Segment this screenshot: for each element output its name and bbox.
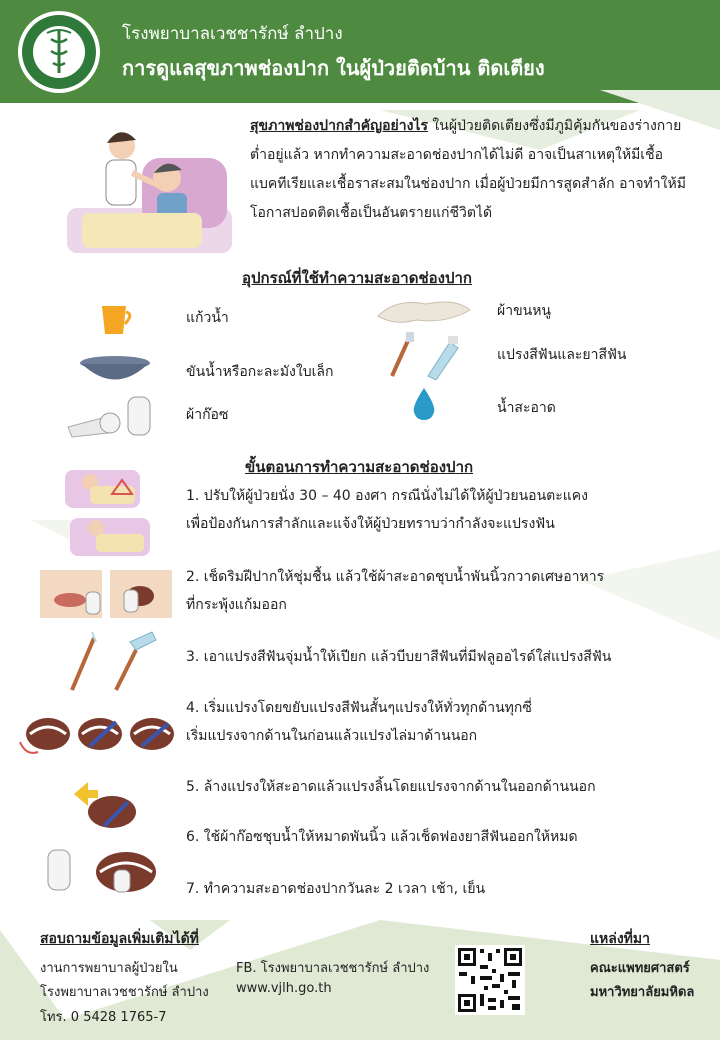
step-item [186,482,686,538]
ministry-logo [15,9,103,95]
equipment-label: แก้วน้ำ [186,310,229,326]
contact-title: สอบถามข้อมูลเพิ่มเติมได้ที่ [40,931,199,947]
equipment-label: ผ้าก๊อซ [186,407,229,423]
step-item [186,563,686,619]
source-faculty: คณะแพทยศาสตร์ [590,961,690,976]
equipment-label: ขันน้ำหรือกะละมังใบเล็ก [186,364,334,380]
contact-department: งานการพยาบาลผู้ป่วยใน [40,961,178,976]
step-text: 2. เช็ดริมฝีปากให้ชุ่มชื้น แล้วใช้ผ้าสะอาดชุบน้ำพันนิ้วกวาดเศษอาหาร [186,569,605,585]
step-text: 7. ทำความสะอาดช่องปากวันละ 2 เวลา เช้า, เย็น [186,881,486,897]
cup-icon [98,302,134,336]
step-item [186,643,686,671]
contact-phone: โทร. 0 5428 1765-7 [40,1010,167,1025]
equipment-title: อุปกรณ์ที่ใช้ทำความสะอาดช่องปาก [242,269,472,287]
water-drop-icon [410,386,438,422]
step3-illustration [64,628,160,694]
facebook-page: FB. โรงพยาบาลเวชชารักษ์ ลำปาง [236,961,430,976]
header-bar [0,0,720,103]
gauze-icon [66,393,156,441]
step-text: ที่กระพุ้งแก้มออก [186,597,287,613]
step-text: 3. เอาแปรงสีฟันจุ่มน้ำให้เปียก แล้วบีบยาสีฟันที่มีฟลูออไรด์ใส่แปรงสีฟัน [186,649,612,665]
step1-illustration [60,462,170,562]
caregiver-illustration [62,118,237,258]
steps-title: ขั้นตอนการทำความสะอาดช่องปาก [245,458,474,476]
intro-lead: สุขภาพช่องปากสำคัญอย่างไร [250,118,428,134]
step-text: 4. เริ่มแปรงโดยขยับแปรงสีฟันสั้นๆแปรงให้ทั่วทุกด้านทุกซี่ [186,700,532,716]
source-title: แหล่งที่มา [590,931,650,947]
step-item [186,694,686,750]
step2-illustration [40,570,175,618]
step-text: 1. ปรับให้ผู้ป่วยนั่ง 30 – 40 องศา กรณีนั่งไม่ได้ให้ผู้ป่วยนอนตะแคง [186,488,588,504]
equipment-label: แปรงสีฟันและยาสีฟัน [497,347,627,363]
step-item [186,875,686,903]
hospital-name: โรงพยาบาลเวชชารักษ์ ลำปาง [122,24,343,44]
toothbrush-toothpaste-icon [388,330,462,380]
qr-code [455,945,525,1015]
contact-hospital: โรงพยาบาลเวชชารักษ์ ลำปาง [40,985,209,1000]
step-text: 5. ล้างแปรงให้สะอาดแล้วแปรงลิ้นโดยแปรงจากด้านในออกด้านนอก [186,779,596,795]
step5-illustration [70,780,140,832]
website-link[interactable]: www.vjlh.go.th [236,981,332,996]
step4-illustration [18,712,178,758]
step-text: 6. ใช้ผ้าก๊อซชุบน้ำให้หมาดพันนิ้ว แล้วเช็ดฟองยาสีฟันออกให้หมด [186,829,578,845]
step6-illustration [44,846,164,896]
step-text: เริ่มแปรงจากด้านในก่อนแล้วแปรงไล่มาด้านนอก [186,728,478,744]
step-item [186,773,686,801]
equipment-label: น้ำสะอาด [497,400,556,416]
intro-paragraph [250,112,690,228]
page-title: การดูแลสุขภาพช่องปาก ในผู้ป่วยติดบ้าน ติดเตียง [122,56,545,80]
intro-body: ในผู้ป่วยติดเตียงซึ่งมีภูมิคุ้มกันของร่างกายต่ำอยู่แล้ว หากทำความสะอาดช่องปากได้ไม่ดี อาจเป็นสาเหตุให้มีเชื้อแบคทีเรียและเชื้อราสะสมในช่องปาก เมื่อผู้ป่วยมีการสูดสำลัก อาจทำให้มีโอกาสปอดติดเชื้อเป็นอันตรายแก่ชีวิตได้ [250,118,686,221]
source-university: มหาวิทยาลัยมหิดล [590,985,695,1000]
basin-icon [78,355,152,385]
equipment-label: ผ้าขนหนู [497,303,552,319]
step-text: เพื่อป้องกันการสำลักและแจ้งให้ผู้ป่วยทราบว่ากำลังจะแปรงฟัน [186,516,555,532]
step-item [186,823,686,851]
towel-icon [376,296,472,326]
